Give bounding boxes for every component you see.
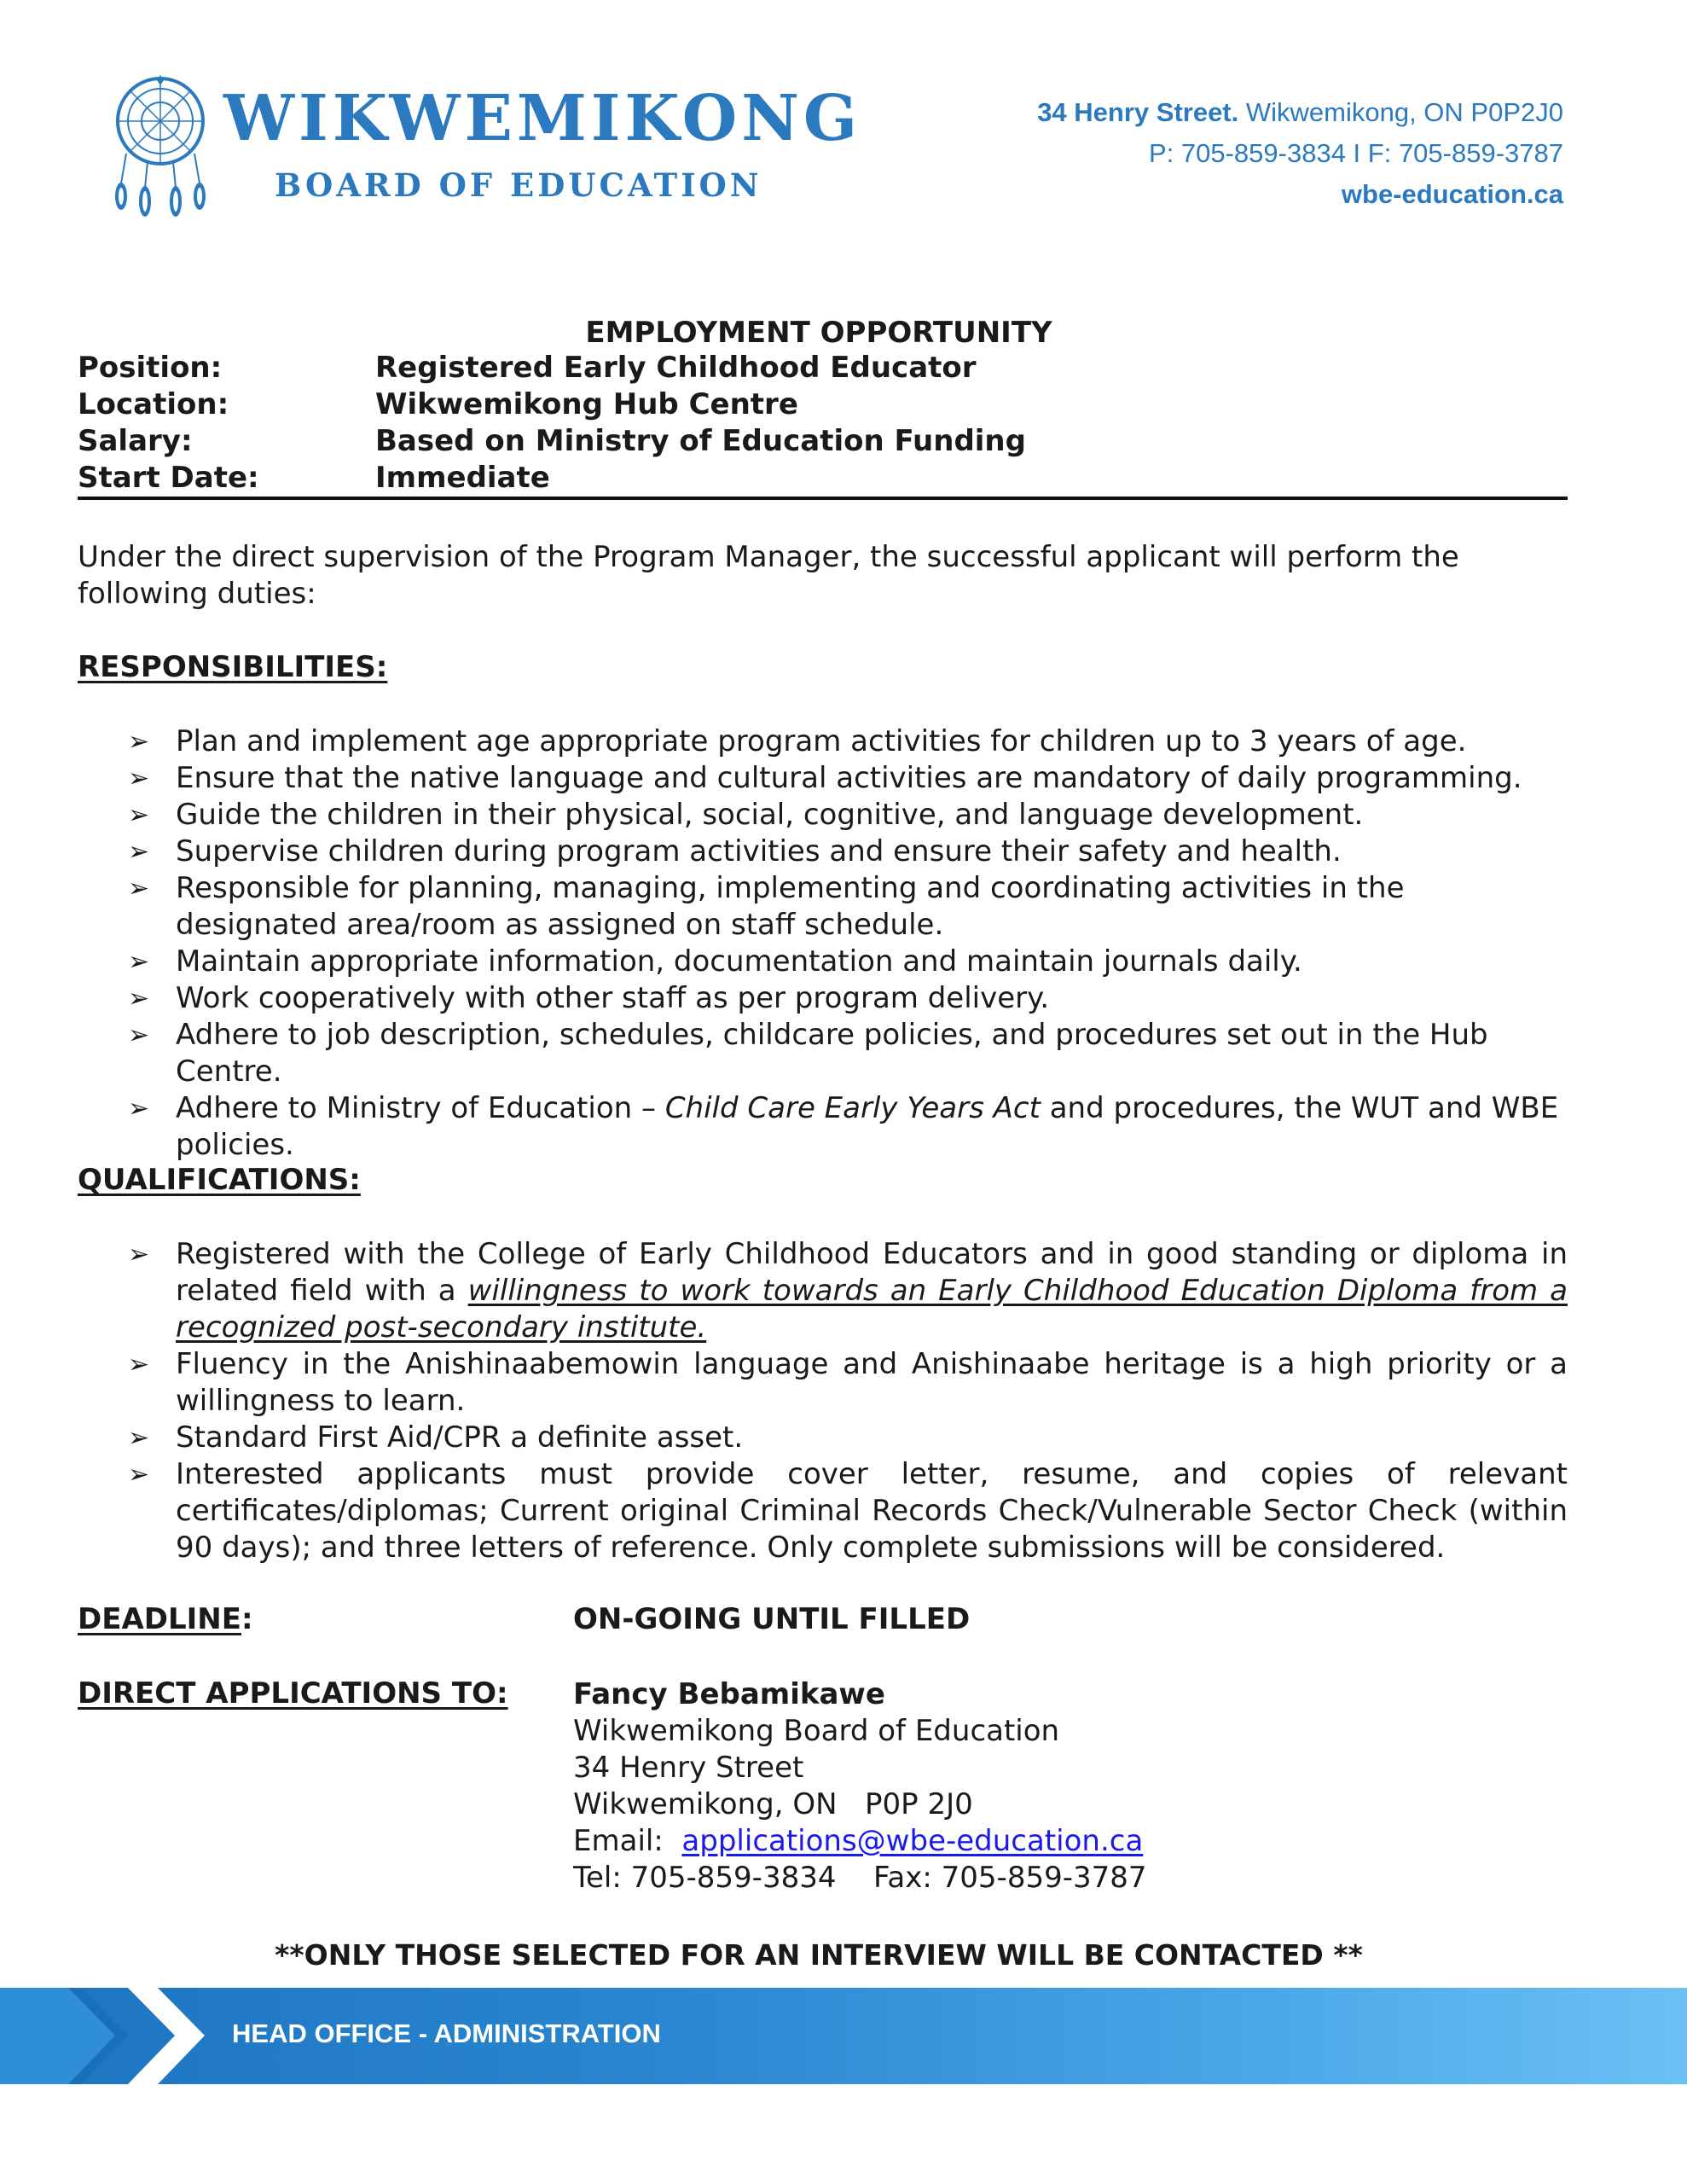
list-item	[128, 1090, 1568, 1164]
posting-title: EMPLOYMENT OPPORTUNITY	[585, 316, 1052, 350]
act-title: Child Care Early Years Act	[664, 1091, 1041, 1125]
item-text: Adhere to Ministry of Education –	[176, 1091, 665, 1125]
list-item: ➢ Maintain appropriate information, documentation and maintain journals daily.	[128, 944, 1568, 980]
contact-email-line	[573, 1823, 1147, 1860]
contact-city-line	[573, 1786, 1147, 1823]
detail-label: Start Date:	[78, 461, 259, 495]
list-item: ➢ Standard First Aid/CPR a definite asset.	[128, 1420, 1568, 1456]
list-item: ➢ Adhere to job description, schedules, childcare policies, and procedures set out in the Hub Centre.	[128, 1017, 1568, 1090]
deadline-label-text: DEADLINE	[78, 1602, 241, 1636]
address-city: Wikwemikong, ON P0P2J0	[1245, 97, 1563, 127]
contact-tel: Tel: 705-859-3834	[573, 1861, 837, 1895]
applications-label	[78, 1676, 508, 1711]
item-text: Registered with the College of Early Childhood Educators and in good standing or diploma in related field with a	[176, 1237, 1568, 1308]
contact-fax: Fax: 705-859-3787	[873, 1861, 1147, 1895]
list-item: ➢ Ensure that the native language and cultural activities are mandatory of daily programming.	[128, 760, 1568, 797]
address-street: 34 Henry Street.	[1037, 97, 1239, 127]
intro-paragraph: Under the direct supervision of the Program Manager, the successful applicant will perform the following duties:	[78, 540, 1459, 611]
contact-org: Wikwemikong Board of Education	[573, 1714, 1060, 1748]
contact-street: 34 Henry Street	[573, 1751, 804, 1785]
list-item: ➢ Fluency in the Anishinaabemowin language and Anishinaabe heritage is a high priority or a willingness to learn.	[128, 1346, 1568, 1420]
applications-label-text: DIRECT APPLICATIONS TO:	[78, 1676, 508, 1711]
address-line	[1037, 92, 1563, 133]
list-item: ➢ Guide the children in their physical, social, cognitive, and language development.	[128, 797, 1568, 834]
email-link[interactable]: applications@wbe-education.ca	[681, 1824, 1144, 1858]
detail-label: Position:	[78, 351, 223, 385]
footer-banner-label: HEAD OFFICE - ADMINISTRATION	[232, 2018, 661, 2048]
list-item: ➢ Responsible for planning, managing, implementing and coordinating activities in the designated area/room as assigned on staff schedule.	[128, 870, 1568, 944]
detail-row-salary	[78, 423, 1026, 460]
posting-details	[78, 350, 1026, 497]
detail-value: Immediate	[375, 461, 550, 495]
detail-value: Registered Early Childhood Educator	[375, 351, 977, 385]
list-item: ➢ Work cooperatively with other staff as per program delivery.	[128, 980, 1568, 1017]
phone-fax-line: P: 705-859-3834 I F: 705-859-3787	[1148, 138, 1563, 168]
qualifications-heading: QUALIFICATIONS:	[78, 1163, 361, 1197]
contact-block	[1037, 92, 1563, 215]
detail-value: Wikwemikong Hub Centre	[375, 387, 798, 421]
qualifications-list	[128, 1236, 1568, 1566]
organization-subtitle: BOARD OF EDUCATION	[275, 166, 762, 204]
divider-rule	[78, 497, 1568, 500]
dreamcatcher-logo-icon	[109, 68, 212, 222]
list-item: ➢ Interested applicants must provide cover letter, resume, and copies of relevant certificates/diplomas; Current original Criminal Records Check/Vulnerable Sector Check (within 90 days); and three letters of reference. Only complete submissions will be considered.	[128, 1456, 1568, 1566]
detail-row-location	[78, 386, 1026, 423]
detail-row-position	[78, 350, 1026, 386]
chevron-arrows-icon	[0, 1988, 205, 2084]
list-item	[128, 1236, 1568, 1346]
email-label: Email:	[573, 1824, 664, 1858]
responsibilities-heading: RESPONSIBILITIES:	[78, 650, 388, 684]
deadline-value: ON-GOING UNTIL FILLED	[573, 1602, 971, 1636]
contact-city: Wikwemikong, ON	[573, 1787, 838, 1821]
detail-label: Salary:	[78, 424, 193, 458]
list-item: ➢ Plan and implement age appropriate program activities for children up to 3 years of age.	[128, 723, 1568, 760]
contact-phone-line	[573, 1860, 1147, 1896]
deadline-label	[78, 1602, 253, 1636]
contact-name: Fancy Bebamikawe	[573, 1677, 885, 1711]
list-item: ➢ Supervise children during program activities and ensure their safety and health.	[128, 834, 1568, 870]
applications-contact	[573, 1676, 1147, 1896]
detail-label: Location:	[78, 387, 229, 421]
item-text: and procedures, the WUT and WBE policies.	[176, 1091, 1559, 1162]
website-link[interactable]: wbe-education.ca	[1341, 179, 1563, 209]
interview-notice: **ONLY THOSE SELECTED FOR AN INTERVIEW WILL BE CONTACTED **	[275, 1938, 1363, 1972]
detail-value: Based on Ministry of Education Funding	[375, 424, 1026, 458]
responsibilities-list	[128, 723, 1568, 1164]
deadline-colon: :	[241, 1602, 253, 1636]
contact-postal: P0P 2J0	[865, 1787, 973, 1821]
organization-name: WIKWEMIKONG	[223, 82, 862, 155]
detail-row-start-date	[78, 460, 1026, 497]
item-emphasis: willingness to work towards an Early Childhood Education Diploma from a recognized post-secondary institute.	[176, 1274, 1568, 1345]
